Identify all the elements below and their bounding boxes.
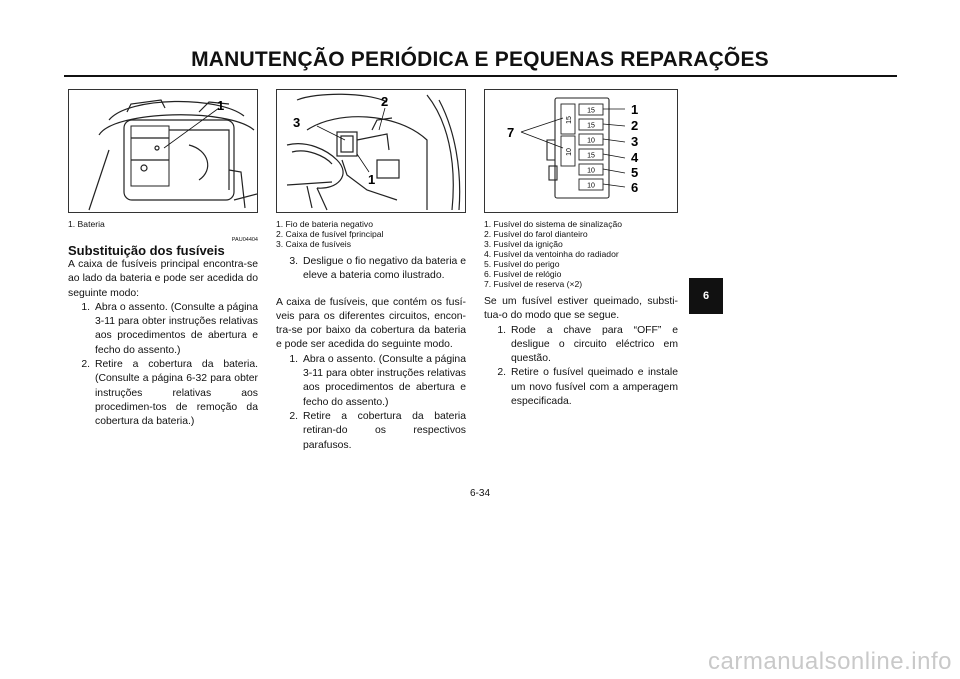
step-text: Rode a chave para “OFF” e desligue o circuito eléctrico em questão. xyxy=(511,324,678,365)
section-heading: Substituição dos fusíveis xyxy=(68,243,225,258)
spare-fuse-value: 10 xyxy=(566,148,573,156)
steps-list xyxy=(68,301,258,430)
list-item xyxy=(68,358,258,429)
list-item xyxy=(276,410,466,453)
caption-item: 4. Fusível da ventoinha do radiador xyxy=(484,249,619,259)
figure2-callout-2: 2 xyxy=(381,94,389,109)
fuse-box-paragraph: A caixa de fusíveis, que contém os fusí-veis para os diferentes circuitos, encon-tra-se por baixo da cobertura da bateria e pode ser acedida do seguinte modo. xyxy=(276,296,466,351)
steps-list xyxy=(276,255,466,284)
column-1 xyxy=(68,89,258,430)
caption-item: 1. Fio de bateria negativo xyxy=(276,219,373,229)
caption-item: 1. Fusível do sistema de sinalização xyxy=(484,219,623,229)
caption-item: 7. Fusível de reserva (×2) xyxy=(484,279,583,289)
battery-figure xyxy=(68,89,258,213)
step-text: Abra o assento. (Consulte a página 3-11 para obter instruções relativas aos procedimentos de abertura e fecho do assento.) xyxy=(303,353,466,408)
figure3-callout-7: 7 xyxy=(507,125,515,140)
list-item xyxy=(276,353,466,410)
column-2 xyxy=(276,89,466,453)
step-number: 3. xyxy=(289,256,298,267)
caption-item: 1. Bateria xyxy=(68,219,105,229)
step-number: 1. xyxy=(289,353,298,365)
fuse-value: 10 xyxy=(587,182,595,190)
caption-item: 2. Caixa de fusível fprincipal xyxy=(276,229,384,239)
step-number: 2. xyxy=(81,359,90,371)
fuse-value: 10 xyxy=(587,137,595,145)
step-text: Retire a cobertura da bateria. (Consulte a página 6-32 para obter instruções relativas aos procedimen-tos de remoção da cobertura da bateria.) xyxy=(95,359,258,428)
fuse-layout-figure xyxy=(484,89,678,213)
figure3-caption xyxy=(484,219,678,289)
list-item xyxy=(276,255,466,284)
caption-item: 3. Caixa de fusíveis xyxy=(276,239,351,249)
figure3-callout-4: 4 xyxy=(631,150,639,165)
figure2-callout-3: 3 xyxy=(293,115,301,130)
step-text: Abra o assento. (Consulte a página 3-11 para obter instruções relativas aos procedimentos de abertura e fecho do assento.) xyxy=(95,301,258,356)
column-3 xyxy=(484,89,678,409)
list-item xyxy=(68,301,258,358)
step-number: 2. xyxy=(289,410,298,422)
caption-item: 5. Fusível do perigo xyxy=(484,259,560,269)
steps-list xyxy=(484,324,678,410)
figure3-callout-3: 3 xyxy=(631,134,639,149)
intro-paragraph: A caixa de fusíveis principal encontra-se ao lado da bateria e pode ser acedida do seguinte modo: xyxy=(68,259,258,299)
list-item xyxy=(484,366,678,409)
caption-item: 6. Fusível de relógio xyxy=(484,269,562,279)
page-number: 6-34 xyxy=(469,488,490,499)
fuse-value: 15 xyxy=(587,152,595,160)
figure1-callout-1: 1 xyxy=(217,98,225,113)
caption-item: 3. Fusível da ignição xyxy=(484,239,563,249)
fuse-value: 15 xyxy=(587,122,595,130)
chapter-tab: 6 xyxy=(689,278,723,314)
steps-list xyxy=(276,353,466,453)
caption-item: 2. Fusível do farol dianteiro xyxy=(484,229,588,239)
fuse-box-location-figure xyxy=(276,89,466,213)
figure3-callout-1: 1 xyxy=(631,102,639,117)
figure3-callout-2: 2 xyxy=(631,118,639,133)
step-text: Desligue o fio negativo da bateria e eleve a bateria como ilustrado. xyxy=(303,256,466,282)
step-text: Retire o fusível queimado e instale um novo fusível com a amperagem especificada. xyxy=(511,367,678,408)
list-item xyxy=(484,324,678,367)
figure1-caption xyxy=(68,219,258,229)
step-text: Retire a cobertura da bateria retiran-do os respectivos parafusos. xyxy=(303,410,466,451)
figure3-callout-5: 5 xyxy=(631,165,639,180)
page-title: MANUTENÇÃO PERIÓDICA E PEQUENAS REPARAÇÕES xyxy=(191,48,769,71)
fuse-value: 15 xyxy=(587,107,595,115)
title-rule xyxy=(64,75,897,77)
figure2-callout-1: 1 xyxy=(368,172,376,187)
section-code: PAU04404 xyxy=(231,237,258,243)
step-number: 1. xyxy=(81,301,90,313)
step-number: 1. xyxy=(497,324,506,336)
step-number: 2. xyxy=(497,367,506,379)
replacement-paragraph: Se um fusível estiver queimado, substi-tua-o do modo que se segue. xyxy=(484,296,678,322)
figure2-caption xyxy=(276,219,466,249)
watermark: carmanualsonline.info xyxy=(708,648,952,675)
spare-fuse-value: 15 xyxy=(566,116,573,124)
fuse-value: 10 xyxy=(587,167,595,175)
figure3-callout-6: 6 xyxy=(631,180,639,195)
